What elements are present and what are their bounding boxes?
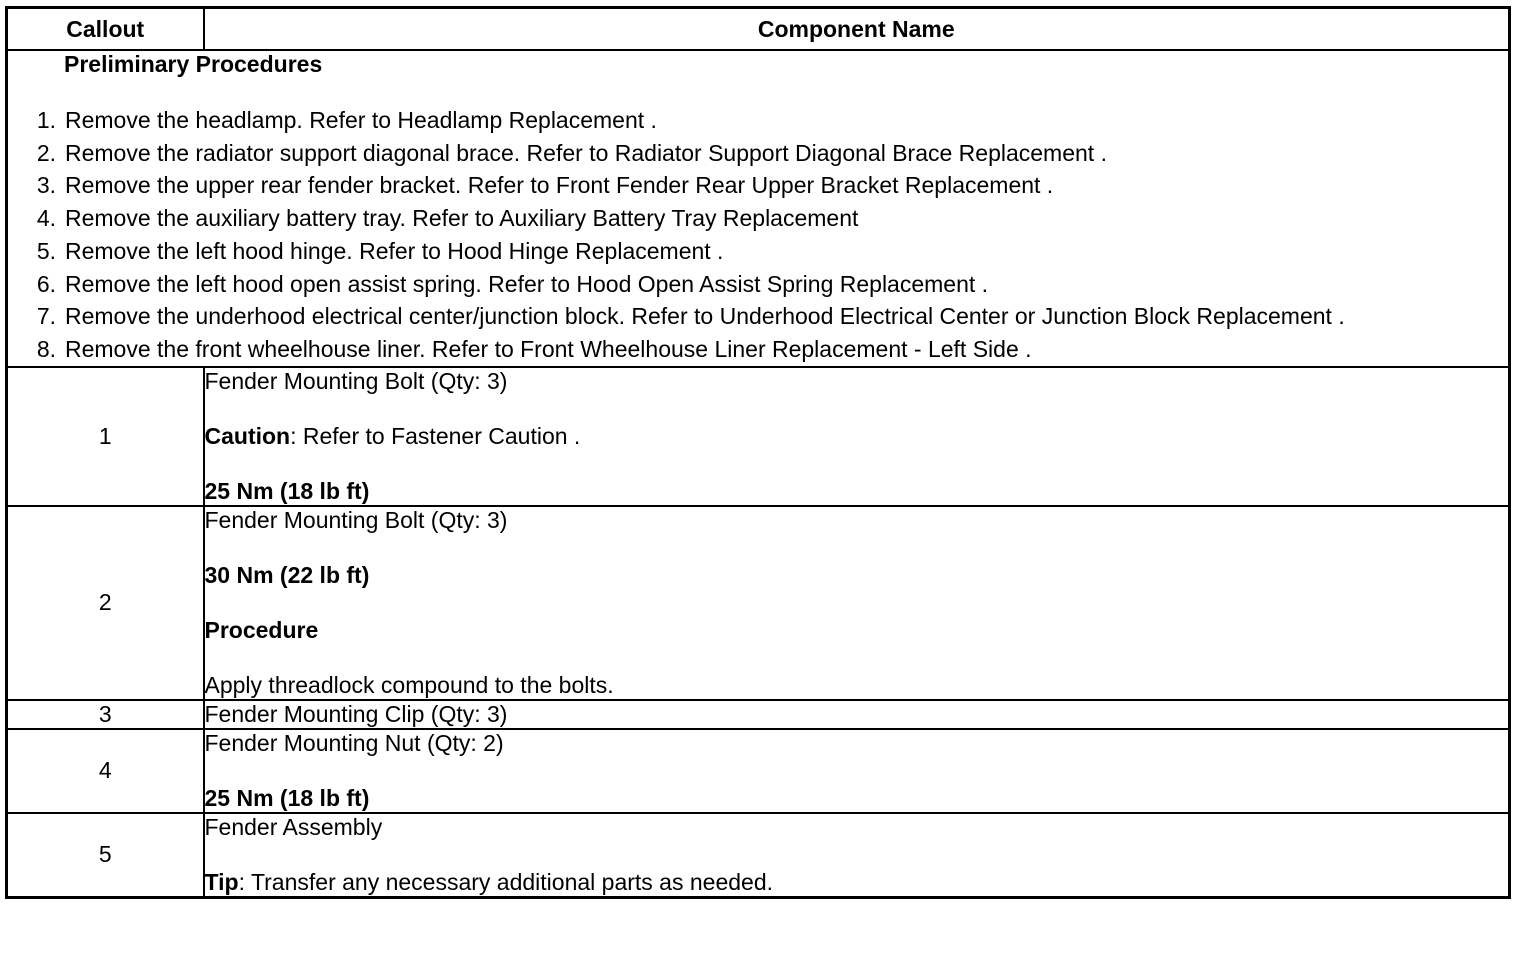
header-component-name: Component Name xyxy=(204,8,1510,51)
list-item xyxy=(8,104,1508,137)
component-cell xyxy=(204,367,1510,506)
table-row xyxy=(7,813,1510,898)
component-name: Fender Mounting Bolt (Qty: 3) xyxy=(204,506,508,533)
caution-label: Caution xyxy=(204,422,291,449)
preliminary-row xyxy=(7,50,1510,367)
step-number: 1. xyxy=(36,107,56,133)
list-item xyxy=(8,235,1508,268)
component-name: Fender Mounting Nut (Qty: 2) xyxy=(204,729,504,756)
header-row xyxy=(7,8,1510,51)
caution-text: : Refer to Fastener Caution . xyxy=(290,422,581,449)
step-text: Remove the auxiliary battery tray. Refer to Auxiliary Battery Tray Replacement xyxy=(65,205,859,232)
table-row xyxy=(7,729,1510,813)
callout-number: 1 xyxy=(7,367,204,506)
step-number: 8. xyxy=(36,335,56,362)
step-number: 6. xyxy=(36,270,56,297)
list-item xyxy=(8,300,1508,333)
procedure-text: Apply threadlock compound to the bolts. xyxy=(204,671,614,698)
tip-text: : Transfer any necessary additional parts as needed. xyxy=(238,868,774,895)
callout-number: 5 xyxy=(7,813,204,898)
step-text: Remove the left hood open assist spring. Refer to Hood Open Assist Spring Replacement . xyxy=(65,270,989,297)
step-number: 7. xyxy=(36,303,56,330)
header-callout: Callout xyxy=(7,8,204,51)
callout-number: 2 xyxy=(7,506,204,700)
step-text: Remove the front wheelhouse liner. Refer to Front Wheelhouse Liner Replacement - Left Side . xyxy=(65,335,1032,362)
preliminary-steps xyxy=(8,104,1508,366)
callout-table xyxy=(5,6,1511,899)
list-item xyxy=(8,202,1508,235)
list-item xyxy=(8,333,1508,366)
torque-spec: 25 Nm (18 lb ft) xyxy=(204,784,370,811)
component-name: Fender Mounting Clip (Qty: 3) xyxy=(204,700,508,727)
step-number: 2. xyxy=(36,139,56,166)
callout-number: 3 xyxy=(7,700,204,729)
step-number: 4. xyxy=(36,205,56,232)
procedure-label: Procedure xyxy=(204,616,319,643)
tip-note xyxy=(205,869,1509,896)
tip-label: Tip xyxy=(204,868,239,895)
component-cell xyxy=(204,813,1510,898)
torque-spec: 25 Nm (18 lb ft) xyxy=(204,477,370,504)
callout-number: 4 xyxy=(7,729,204,813)
step-text: Remove the radiator support diagonal brace. Refer to Radiator Support Diagonal Brace Replacement . xyxy=(65,139,1107,166)
preliminary-title: Preliminary Procedures xyxy=(64,51,323,77)
component-cell xyxy=(204,729,1510,813)
step-number: 3. xyxy=(36,172,56,199)
component-cell xyxy=(204,700,1510,729)
step-text: Remove the headlamp. Refer to Headlamp Replacement . xyxy=(65,107,657,133)
table-row xyxy=(7,506,1510,700)
step-text: Remove the underhood electrical center/junction block. Refer to Underhood Electrical Center or Junction Block Replacement . xyxy=(65,303,1345,330)
table-row xyxy=(7,367,1510,506)
step-text: Remove the left hood hinge. Refer to Hood Hinge Replacement . xyxy=(65,237,724,264)
preliminary-cell xyxy=(7,50,1510,367)
caution-note xyxy=(205,423,1509,450)
torque-spec: 30 Nm (22 lb ft) xyxy=(204,561,370,588)
step-text: Remove the upper rear fender bracket. Refer to Front Fender Rear Upper Bracket Replacement . xyxy=(65,172,1054,199)
table-row xyxy=(7,700,1510,729)
component-name: Fender Mounting Bolt (Qty: 3) xyxy=(204,367,508,394)
step-number: 5. xyxy=(36,237,56,264)
list-item xyxy=(8,268,1508,301)
component-cell xyxy=(204,506,1510,700)
component-name: Fender Assembly xyxy=(204,813,383,840)
list-item xyxy=(8,169,1508,202)
list-item xyxy=(8,137,1508,170)
